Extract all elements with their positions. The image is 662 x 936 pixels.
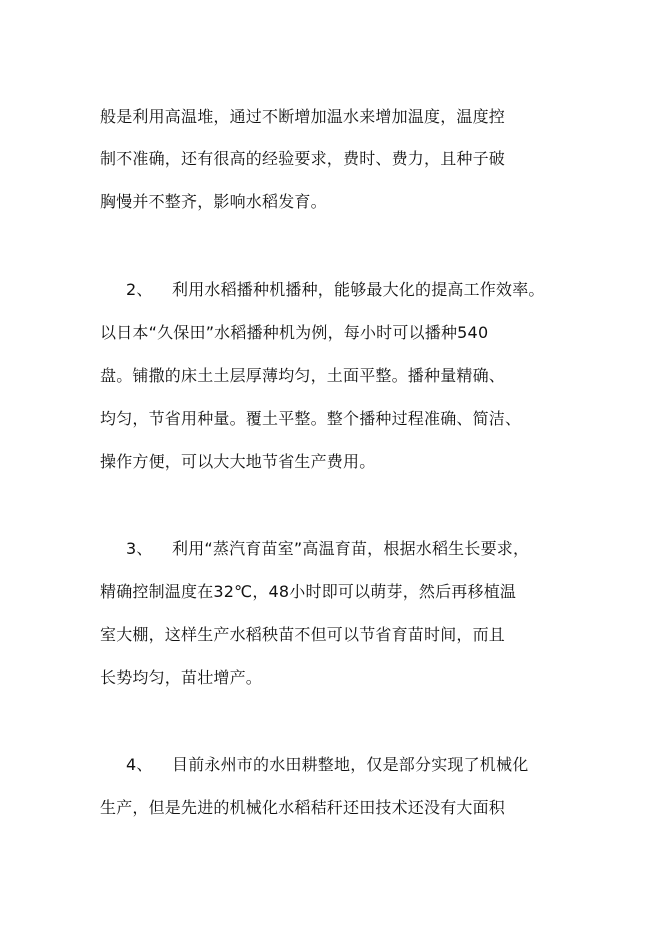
paragraph-4-first-line	[126, 755, 528, 775]
paragraph-2-line-5: 操作方便，可以大大地节省生产费用。	[100, 452, 376, 471]
paragraph-2-line-2: 以日本“久保田”水稻播种机为例，每小时可以播种540	[100, 323, 489, 342]
paragraph-3-first-line	[126, 539, 529, 559]
paragraph-2-first-line-text: 利用水稻播种机播种，能够最大化的提高工作效率。	[172, 280, 545, 299]
paragraph-3-line-3: 室大棚，这样生产水稻秧苗不但可以节省育苗时间，而且	[100, 625, 506, 644]
paragraph-4-first-line-text: 目前永州市的水田耕整地，仅是部分实现了机械化	[172, 755, 529, 774]
paragraph-3-number: 3、	[126, 539, 153, 558]
paragraph-2-number: 2、	[126, 280, 153, 299]
paragraph-1-line-2: 制不准确，还有很高的经验要求，费时、费力，且种子破	[100, 149, 506, 168]
paragraph-2-first-line	[126, 280, 545, 300]
paragraph-3-first-line-text: 利用“蒸汽育苗室”高温育苗，根据水稻生长要求，	[172, 539, 530, 558]
paragraph-3-line-4: 长势均匀，苗壮增产。	[100, 668, 263, 687]
paragraph-2-line-4: 均匀，节省用种量。覆土平整。整个播种过程准确、简洁、	[100, 409, 522, 428]
paragraph-1-line-1: 般是利用高温堆，通过不断增加温水来增加温度，温度控	[100, 107, 506, 126]
paragraph-1-line-3: 胸慢并不整齐，影响水稻发育。	[100, 192, 327, 211]
paragraph-4-number: 4、	[126, 755, 153, 774]
paragraph-4-line-2: 生产，但是先进的机械化水稻秸秆还田技术还没有大面积	[100, 798, 506, 817]
paragraph-2-line-3: 盘。铺撒的床土土层厚薄均匀，土面平整。播种量精确、	[100, 366, 506, 385]
paragraph-3-line-2: 精确控制温度在32℃，48小时即可以萌芽，然后再移植温	[100, 582, 517, 601]
